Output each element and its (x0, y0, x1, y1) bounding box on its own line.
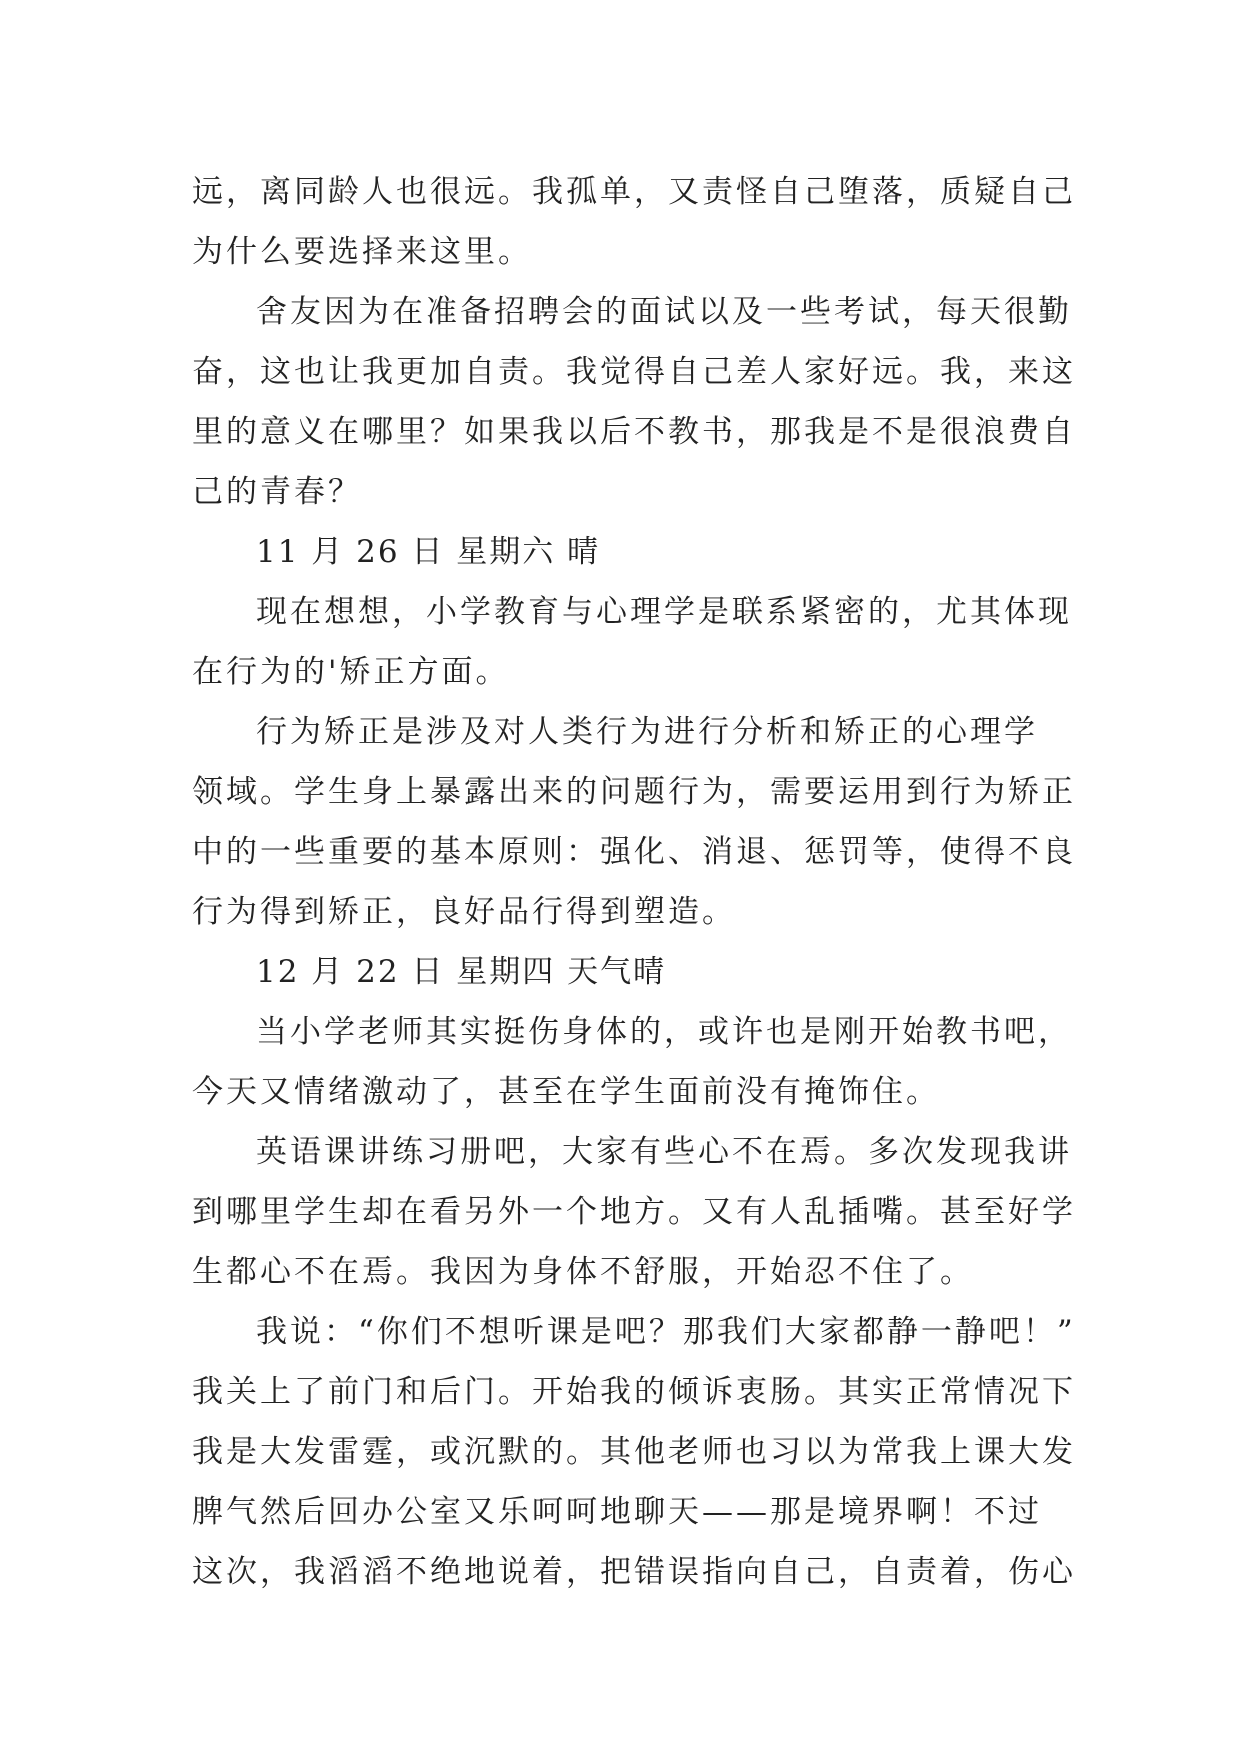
text-line: 生都心不在焉。我因为身体不舒服，开始忍不住了。 (192, 1254, 974, 1290)
text-line: 领域。学生身上暴露出来的问题行为，需要运用到行为矫正 (192, 774, 1076, 810)
paragraph-start-line: 当小学老师其实挺伤身体的，或许也是刚开始教书吧， (256, 1014, 1072, 1050)
text-line: 脾气然后回办公室又乐呵呵地聊天——那是境界啊！不过 (192, 1494, 1042, 1530)
paragraph-start-line: 我说：“你们不想听课是吧？那我们大家都静一静吧！” (256, 1314, 1076, 1350)
text-line: 行为得到矫正，良好品行得到塑造。 (192, 894, 736, 930)
text-line: 己的青春？ (192, 474, 362, 510)
paragraph-start-line: 英语课讲练习册吧，大家有些心不在焉。多次发现我讲 (256, 1134, 1072, 1170)
paragraph-start-line: 行为矫正是涉及对人类行为进行分析和矫正的心理学 (256, 714, 1038, 750)
text-line: 这次，我滔滔不绝地说着，把错误指向自己，自责着，伤心 (192, 1554, 1076, 1590)
text-line: 远，离同龄人也很远。我孤单，又责怪自己堕落，质疑自己 (192, 174, 1076, 210)
text-line: 奋，这也让我更加自责。我觉得自己差人家好远。我，来这 (192, 354, 1076, 390)
diary-date-heading: 12 月 22 日 星期四 天气晴 (256, 954, 667, 990)
text-line: 为什么要选择来这里。 (192, 234, 532, 270)
paragraph-start-line: 舍友因为在准备招聘会的面试以及一些考试，每天很勤 (256, 294, 1072, 330)
text-line: 我关上了前门和后门。开始我的倾诉衷肠。其实正常情况下 (192, 1374, 1076, 1410)
text-line: 我是大发雷霆，或沉默的。其他老师也习以为常我上课大发 (192, 1434, 1076, 1470)
diary-date-heading: 11 月 26 日 星期六 晴 (256, 534, 601, 570)
text-line: 在行为的'矫正方面。 (192, 654, 510, 690)
text-line: 里的意义在哪里？如果我以后不教书，那我是不是很浪费自 (192, 414, 1076, 450)
paragraph-start-line: 现在想想，小学教育与心理学是联系紧密的，尤其体现 (256, 594, 1072, 630)
text-line: 到哪里学生却在看另外一个地方。又有人乱插嘴。甚至好学 (192, 1194, 1076, 1230)
text-line: 今天又情绪激动了，甚至在学生面前没有掩饰住。 (192, 1074, 940, 1110)
body-text (192, 162, 1076, 1602)
text-line: 中的一些重要的基本原则：强化、消退、惩罚等，使得不良 (192, 834, 1076, 870)
